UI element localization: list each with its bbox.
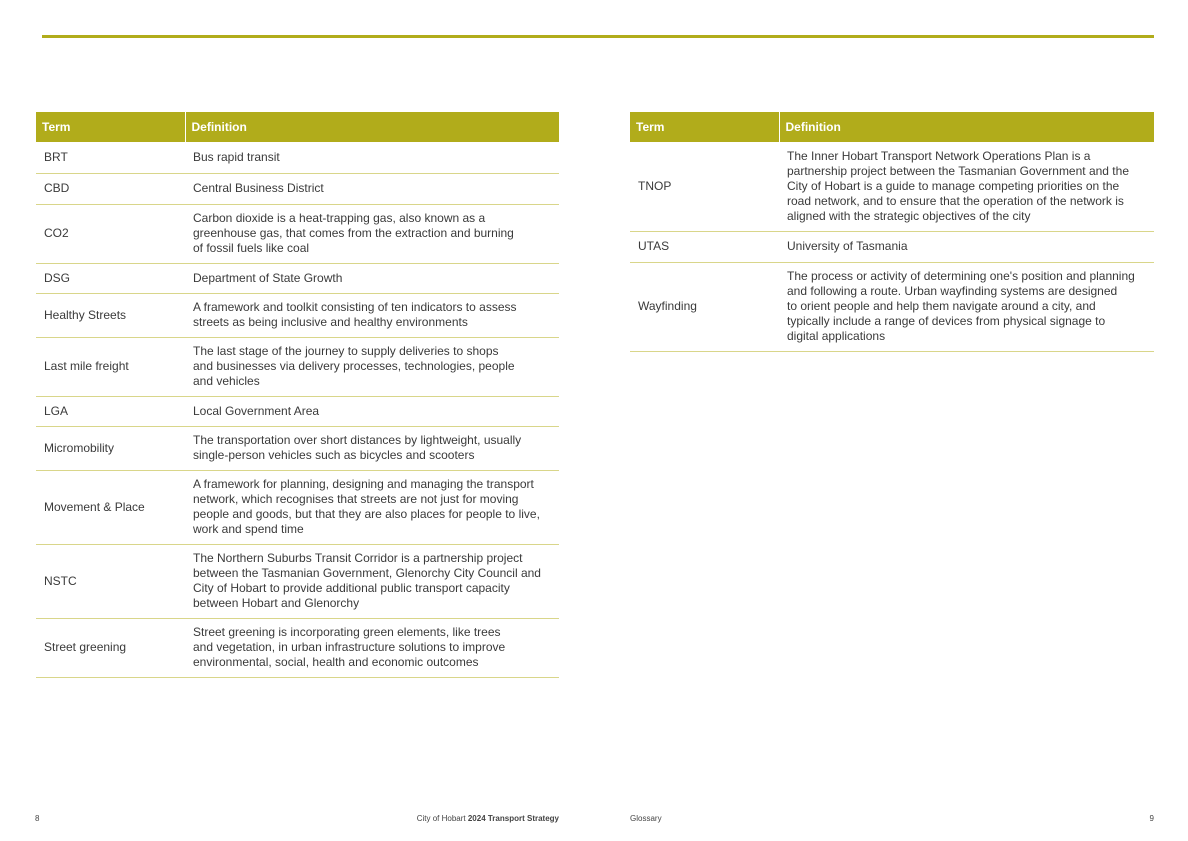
table-row <box>36 337 559 396</box>
header-definition: Definition <box>779 112 1154 142</box>
publication-name <box>417 814 559 823</box>
table-row <box>36 204 559 263</box>
definition-line: The process or activity of determining one's position and planning <box>787 269 1135 283</box>
definition-line: A framework and toolkit consisting of ten indicators to assess <box>193 300 517 314</box>
glossary-term: Wayfinding <box>630 262 779 351</box>
glossary-definition <box>185 337 559 396</box>
definition-line: City of Hobart to provide additional public transport capacity <box>193 581 510 595</box>
top-rule <box>42 35 1154 38</box>
table-row <box>36 263 559 293</box>
glossary-term: Last mile freight <box>36 337 185 396</box>
publication-title: 2024 Transport Strategy <box>467 814 559 823</box>
table-header-row <box>630 112 1154 142</box>
definition-line: to orient people and help them navigate around a city, and <box>787 299 1096 313</box>
glossary-definition <box>185 470 559 544</box>
definition-line: aligned with the strategic objectives of the city <box>787 208 1031 223</box>
definition-line: and businesses via delivery processes, technologies, people <box>193 359 515 373</box>
glossary-definition <box>779 142 1154 231</box>
section-name: Glossary <box>630 814 662 823</box>
page-number-right: 9 <box>1149 814 1154 823</box>
glossary-term: Micromobility <box>36 426 185 470</box>
glossary-definition <box>185 293 559 337</box>
definition-line: Bus rapid transit <box>193 149 280 164</box>
table-row <box>36 544 559 618</box>
definition-line: Local Government Area <box>193 403 320 418</box>
table-row <box>36 396 559 426</box>
definition-line: The transportation over short distances by lightweight, usually <box>193 433 522 447</box>
definition-line: Street greening is incorporating green elements, like trees <box>193 625 501 639</box>
table-row <box>36 470 559 544</box>
definition-line: environmental, social, health and economic outcomes <box>193 655 479 669</box>
table-row <box>36 426 559 470</box>
glossary-definition <box>185 263 559 293</box>
definition-line: typically include a range of devices from physical signage to <box>787 314 1106 328</box>
definition-line: and vegetation, in urban infrastructure solutions to improve <box>193 640 506 654</box>
definition-line: greenhouse gas, that comes from the extraction and burning <box>193 226 514 240</box>
glossary-term: CO2 <box>36 204 185 263</box>
table-row <box>630 262 1154 351</box>
glossary-term: UTAS <box>630 231 779 262</box>
definition-line: people and goods, but that they are also places for people to live, <box>193 507 540 521</box>
glossary-definition <box>185 544 559 618</box>
glossary-table-right <box>630 112 1154 352</box>
glossary-table-left <box>36 112 559 678</box>
definition-line: The Inner Hobart Transport Network Operations Plan is a <box>787 148 1091 163</box>
definition-line: Department of State Growth <box>193 270 343 285</box>
definition-line: network, which recognises that streets are not just for moving <box>193 492 519 506</box>
definition-line: of fossil fuels like coal <box>193 241 310 255</box>
definition-line: digital applications <box>787 329 886 343</box>
publication-prefix: City of Hobart <box>416 814 466 823</box>
glossary-definition <box>185 426 559 470</box>
table-row <box>36 142 559 173</box>
definition-line: streets as being inclusive and healthy environments <box>193 315 468 329</box>
header-term: Term <box>36 112 185 142</box>
definition-line: single-person vehicles such as bicycles and scooters <box>193 448 475 462</box>
glossary-definition <box>779 231 1154 262</box>
definition-line: and following a route. Urban wayfinding systems are designed <box>787 284 1118 298</box>
glossary-term: DSG <box>36 263 185 293</box>
glossary-body-left <box>36 142 559 677</box>
glossary-definition <box>185 204 559 263</box>
table-row <box>630 142 1154 231</box>
definition-line: road network, and to ensure that the operation of the network is <box>787 193 1124 208</box>
header-term: Term <box>630 112 779 142</box>
definition-line: work and spend time <box>193 522 304 536</box>
definition-line: City of Hobart is a guide to manage competing priorities on the <box>787 178 1120 193</box>
definition-line: A framework for planning, designing and managing the transport <box>193 477 534 491</box>
table-row <box>36 293 559 337</box>
glossary-term: NSTC <box>36 544 185 618</box>
glossary-term: BRT <box>36 142 185 173</box>
definition-line: and vehicles <box>193 374 260 388</box>
header-definition: Definition <box>185 112 559 142</box>
glossary-term: TNOP <box>630 142 779 231</box>
glossary-term: Healthy Streets <box>36 293 185 337</box>
table-row <box>36 618 559 677</box>
glossary-definition <box>185 396 559 426</box>
glossary-body-right <box>630 142 1154 351</box>
definition-line: The last stage of the journey to supply deliveries to shops <box>193 344 499 358</box>
glossary-term: CBD <box>36 173 185 204</box>
glossary-term: Street greening <box>36 618 185 677</box>
definition-line: partnership project between the Tasmanian Government and the <box>787 163 1129 178</box>
definition-line: University of Tasmania <box>787 239 908 253</box>
glossary-definition <box>185 173 559 204</box>
definition-line: between the Tasmanian Government, Glenorchy City Council and <box>193 566 541 580</box>
definition-line: Carbon dioxide is a heat-trapping gas, also known as a <box>193 211 486 225</box>
table-header-row <box>36 112 559 142</box>
definition-line: between Hobart and Glenorchy <box>193 596 360 610</box>
glossary-term: LGA <box>36 396 185 426</box>
definition-line: The Northern Suburbs Transit Corridor is a partnership project <box>193 551 523 565</box>
definition-line: Central Business District <box>193 181 324 195</box>
page-number-left: 8 <box>35 814 40 823</box>
table-row <box>630 231 1154 262</box>
glossary-definition <box>779 262 1154 351</box>
glossary-definition <box>185 618 559 677</box>
glossary-definition <box>185 142 559 173</box>
glossary-term: Movement & Place <box>36 470 185 544</box>
table-row <box>36 173 559 204</box>
